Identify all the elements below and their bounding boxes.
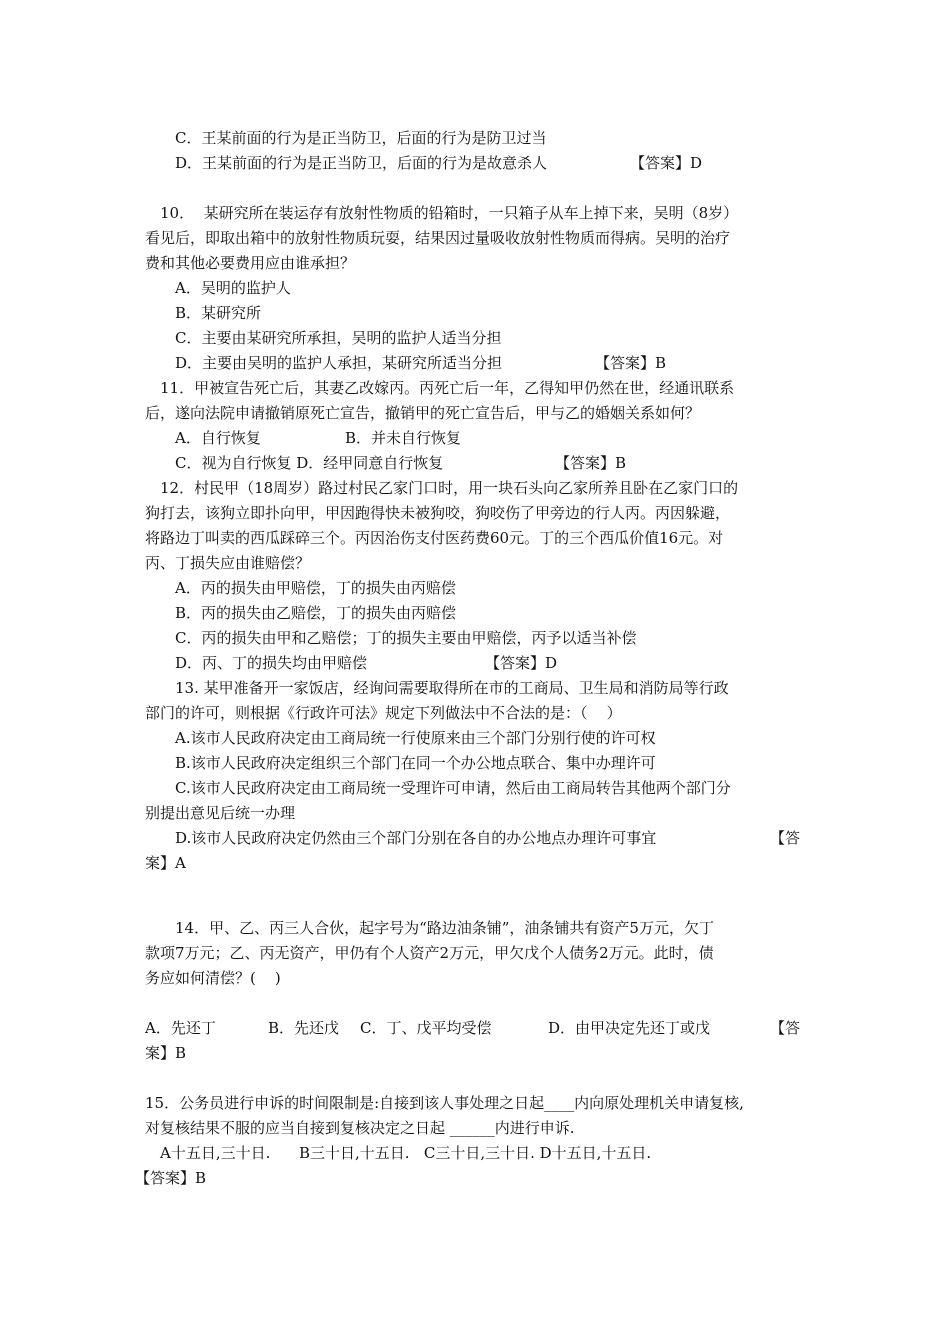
q9-answer: 【答案】D — [630, 154, 703, 172]
q11-line-1: 11．甲被宣告死亡后，其妻乙改嫁丙。丙死亡后一年，乙得知甲仍然在世，经通讯联系 — [160, 379, 735, 397]
q13-option-c-line-1: C.该市人民政府决定由工商局统一受理许可申请，然后由工商局转告其他两个部门分 — [175, 779, 731, 797]
q12-option-b: B．丙的损失由乙赔偿，丁的损失由丙赔偿 — [175, 604, 457, 622]
q14-line-3: 务应如何清偿？( ) — [145, 969, 281, 987]
q14-line-2: 款项7万元；乙、丙无资产，甲仍有个人资产2万元，甲欠戊个人债务2万元。此时，债 — [145, 944, 714, 962]
q15-answer: 【答案】B — [135, 1169, 207, 1187]
q10-line-2: 看见后，即取出箱中的放射性物质玩耍，结果因过量吸收放射性物质而得病。吴明的治疗 — [145, 229, 731, 247]
q11-option-cd: C．视为自行恢复 D．经甲同意自行恢复 — [175, 454, 444, 472]
q9-option-c: C．王某前面的行为是正当防卫，后面的行为是防卫过当 — [175, 129, 547, 147]
q11-answer: 【答案】B — [555, 454, 627, 472]
q13-option-b: B.该市人民政府决定组织三个部门在同一个办公地点联合、集中办理许可 — [175, 754, 656, 772]
q14-answer-part-2: 案】B — [145, 1044, 187, 1062]
q10-option-a: A．吴明的监护人 — [175, 279, 291, 297]
q12-line-3: 将路边丁叫卖的西瓜踩碎三个。丙因治伤支付医药费60元。丁的三个西瓜价值16元。对 — [145, 529, 724, 547]
q10-option-d: D．主要由吴明的监护人承担，某研究所适当分担 — [175, 354, 503, 372]
q10-line-3: 费和其他必要费用应由谁承担？ — [145, 254, 356, 272]
q13-option-c-line-2: 别提出意见后统一办理 — [145, 804, 296, 822]
q10-answer: 【答案】B — [595, 354, 667, 372]
q13-option-a: A.该市人民政府决定由工商局统一行使原来由三个部门分别行使的许可权 — [175, 729, 656, 747]
q10-option-c: C．主要由某研究所承担，吴明的监护人适当分担 — [175, 329, 502, 347]
q13-line-2: 部门的许可，则根据《行政许可法》规定下列做法中不合法的是：（ ） — [145, 704, 622, 722]
q12-line-2: 狗打去，该狗立即扑向甲，甲因跑得快未被狗咬，狗咬伤了甲旁边的行人丙。丙因躲避， — [145, 504, 731, 522]
q14-option-a: A．先还丁 — [145, 1019, 216, 1037]
q12-line-4: 丙、丁损失应由谁赔偿？ — [145, 554, 311, 572]
q11-option-b: B．并未自行恢复 — [345, 429, 462, 447]
q10-option-b: B．某研究所 — [175, 304, 262, 322]
q15-line-2: 对复核结果不服的应当自接到复核决定之日起 ______内进行申诉. — [145, 1119, 575, 1137]
q13-answer-part-1: 【答 — [770, 829, 801, 847]
q12-answer: 【答案】D — [485, 654, 558, 672]
q12-option-d: D．丙、丁的损失均由甲赔偿 — [175, 654, 368, 672]
q14-line-1: 14．甲、乙、丙三人合伙，起字号为“路边油条铺”，油条铺共有资产5万元，欠丁 — [175, 919, 714, 937]
q14-option-d: D．由甲决定先还丁或戊 — [548, 1019, 711, 1037]
q12-option-a: A．丙的损失由甲赔偿，丁的损失由丙赔偿 — [175, 579, 456, 597]
q12-line-1: 12．村民甲（18周岁）路过村民乙家门口时，用一块石头向乙家所养且卧在乙家门口的 — [160, 479, 739, 497]
q13-line-1: 13. 某甲准备开一家饭店，经询问需要取得所在市的工商局、卫生局和消防局等行政 — [175, 679, 729, 697]
q15-options: A十五日,三十日. B三十日,十五日. C三十日,三十日. D十五日,十五日. — [160, 1144, 652, 1162]
q13-answer-part-2: 案】A — [145, 854, 186, 872]
q13-option-d: D.该市人民政府决定仍然由三个部门分别在各自的办公地点办理许可事宜 — [175, 829, 657, 847]
q14-option-b: B．先还戊 — [268, 1019, 340, 1037]
q11-option-a: A．自行恢复 — [175, 429, 261, 447]
q9-option-d: D．王某前面的行为是正当防卫，后面的行为是故意杀人 — [175, 154, 548, 172]
q12-option-c: C．丙的损失由甲和乙赔偿；丁的损失主要由甲赔偿，丙予以适当补偿 — [175, 629, 637, 647]
q10-line-1: 10． 某研究所在装运存有放射性物质的铅箱时，一只箱子从车上掉下来，吴明（8岁） — [160, 204, 739, 222]
q15-line-1: 15．公务员进行申诉的时间限制是:自接到该人事处理之日起____内向原处理机关申请复核, — [145, 1094, 744, 1112]
q14-option-c: C．丁、戊平均受偿 — [360, 1019, 492, 1037]
q11-line-2: 后，遂向法院申请撤销原死亡宣告，撤销甲的死亡宣告后，甲与乙的婚姻关系如何？ — [145, 404, 701, 422]
q14-answer-part-1: 【答 — [770, 1019, 801, 1037]
